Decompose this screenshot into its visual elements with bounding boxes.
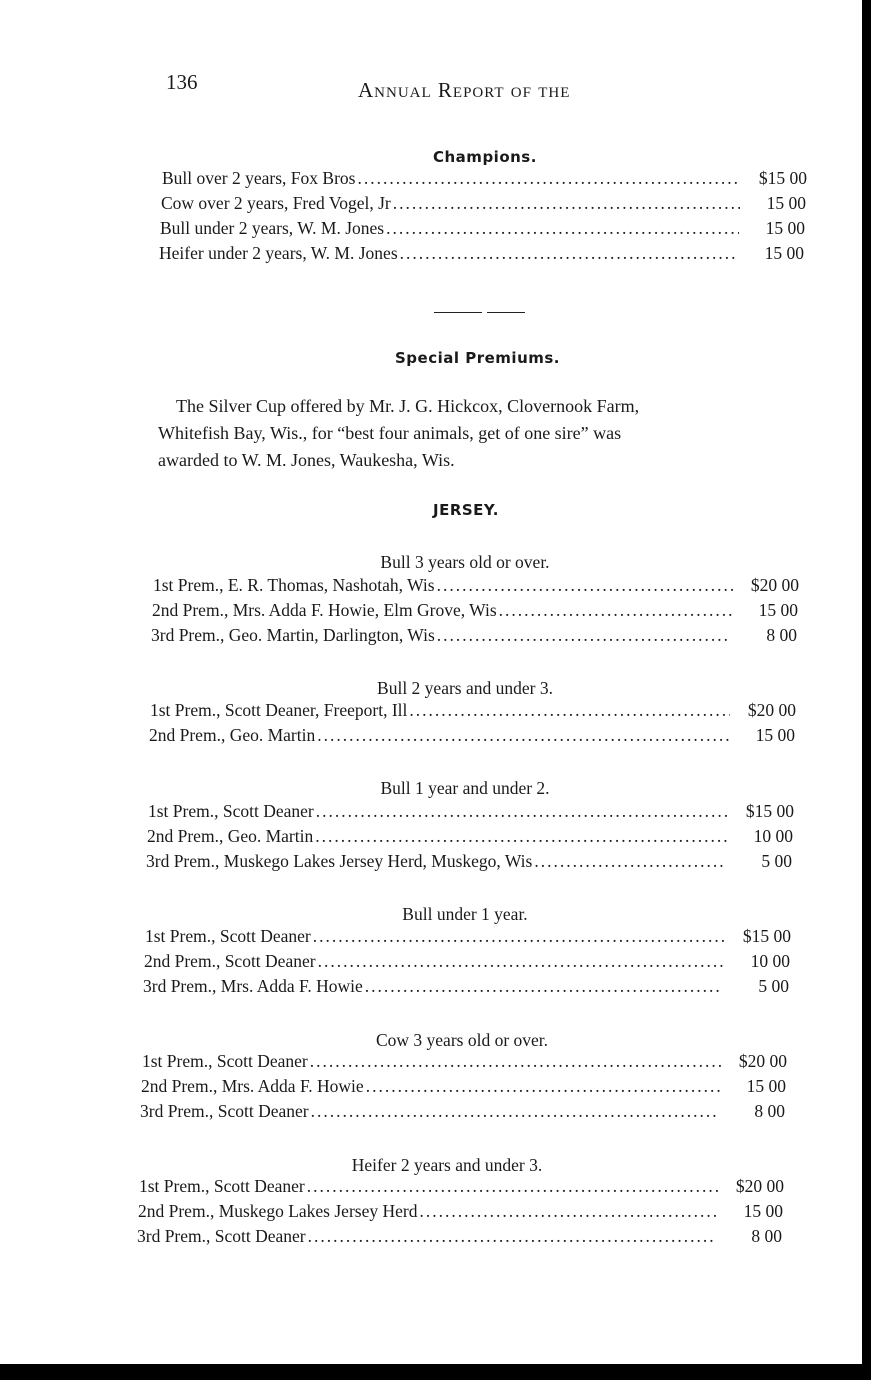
list-item: 1st Prem., Scott Deaner, Freeport, Ill ..... $20 00 <box>150 700 796 721</box>
section-title-jersey: JERSEY. <box>433 501 500 519</box>
list-item: 3rd Prem., Scott Deaner ..... 8 00 <box>137 1226 782 1247</box>
list-item: Bull over 2 years, Fox Bros ..... $15 00 <box>162 168 807 189</box>
list-item: 2nd Prem., Scott Deaner ..... 10 00 <box>144 951 790 972</box>
class-title: Bull 1 year and under 2. <box>380 778 550 798</box>
list-item: Bull under 2 years, W. M. Jones ..... 15 00 <box>160 218 805 239</box>
section-title-special-premiums: Special Premiums. <box>395 349 561 367</box>
list-item: 1st Prem., Scott Deaner ..... $15 00 <box>145 926 791 947</box>
class-title: Bull under 1 year. <box>402 904 528 924</box>
list-item: 2nd Prem., Mrs. Adda F. Howie ..... 15 00 <box>141 1076 786 1097</box>
list-item: 1st Prem., Scott Deaner ..... $20 00 <box>139 1176 784 1197</box>
special-premium-paragraph: The Silver Cup offered by Mr. J. G. Hickcox, Clovernook Farm, Whitefish Bay, Wis., for “best four animals, get of one sire” was awarded to W. M. Jones, Waukesha, Wis. <box>158 396 640 470</box>
list-item: 1st Prem., Scott Deaner ..... $20 00 <box>142 1051 787 1072</box>
list-item: 3rd Prem., Scott Deaner ..... 8 00 <box>140 1101 785 1122</box>
running-title: Annual Report of the <box>358 78 571 102</box>
scan-edge-bottom <box>0 1364 871 1380</box>
page-number: 136 <box>166 70 198 94</box>
list-item: 1st Prem., E. R. Thomas, Nashotah, Wis ..... $20 00 <box>153 575 799 596</box>
list-item: 2nd Prem., Geo. Martin ..... 10 00 <box>147 826 793 847</box>
class-title: Cow 3 years old or over. <box>375 1030 549 1050</box>
list-item: 2nd Prem., Geo. Martin ..... 15 00 <box>149 725 795 746</box>
divider <box>434 312 482 313</box>
list-item: 2nd Prem., Mrs. Adda F. Howie, Elm Grove, Wis ..... 15 00 <box>152 600 798 621</box>
divider <box>487 312 525 313</box>
list-item: 3rd Prem., Mrs. Adda F. Howie ..... 5 00 <box>143 976 789 997</box>
list-item: Cow over 2 years, Fred Vogel, Jr ..... 15 00 <box>161 193 806 214</box>
list-item: 2nd Prem., Muskego Lakes Jersey Herd ..... 15 00 <box>138 1201 783 1222</box>
list-item: 3rd Prem., Muskego Lakes Jersey Herd, Muskego, Wis ..... 5 00 <box>146 851 792 872</box>
scan-edge-right <box>862 0 871 1380</box>
list-item: Heifer under 2 years, W. M. Jones ..... 15 00 <box>159 243 804 264</box>
class-title: Bull 2 years and under 3. <box>377 678 553 698</box>
class-title: Bull 3 years old or over. <box>380 552 550 572</box>
section-title-champions: Champions. <box>433 148 537 166</box>
class-title: Heifer 2 years and under 3. <box>351 1155 543 1175</box>
list-item: 3rd Prem., Geo. Martin, Darlington, Wis ..... 8 00 <box>151 625 797 646</box>
list-item: 1st Prem., Scott Deaner ..... $15 00 <box>148 801 794 822</box>
